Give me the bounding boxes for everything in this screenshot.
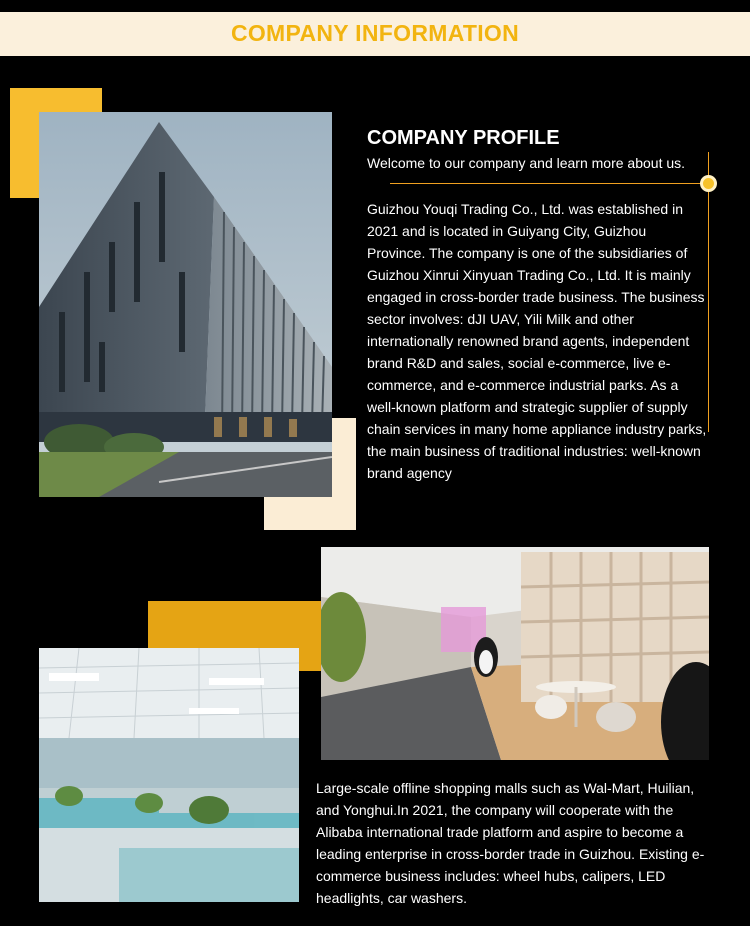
profile-title: COMPANY PROFILE [367, 127, 560, 149]
timeline-dot-icon [700, 175, 717, 192]
office-lounge-photo [321, 547, 709, 760]
building-photo [39, 112, 332, 497]
page-title: COMPANY INFORMATION [230, 20, 520, 46]
profile-paragraph-2: Large-scale offline shopping malls such as Wal-Mart, Huilian, and Yonghui.In 2021, the company will cooperate with the Alibaba international trade platform and aspire to become a leading enterprise in cross-border trade in Guizhou. Existing e-commerce business includes: wheel hubs, calipers, LED headlights, car washers. [316, 780, 705, 906]
timeline-vertical-line [708, 152, 709, 432]
profile-paragraph-1: Guizhou Youqi Trading Co., Ltd. was established in 2021 and is located in Guiyang City, Guizhou Province. The company is one of the subsidiaries of Guizhou Xinrui Xinyuan Trading Co., Ltd. It is mainly engaged in cross-border trade business. The business sector involves: dJI UAV, Yili Milk and other internationally renowned brand agents, independent brand R&D and sales, social e-commerce, live e-commerce, and e-commerce industrial parks. As a well-known platform and strategic supplier of supply chain services in many home appliance industry parks, the main business of traditional industries: well-known brand agency [367, 201, 707, 481]
profile-subtitle: Welcome to our company and learn more about us. [367, 155, 686, 171]
office-cubicles-photo [39, 648, 299, 902]
timeline-horizontal-line [390, 183, 702, 184]
